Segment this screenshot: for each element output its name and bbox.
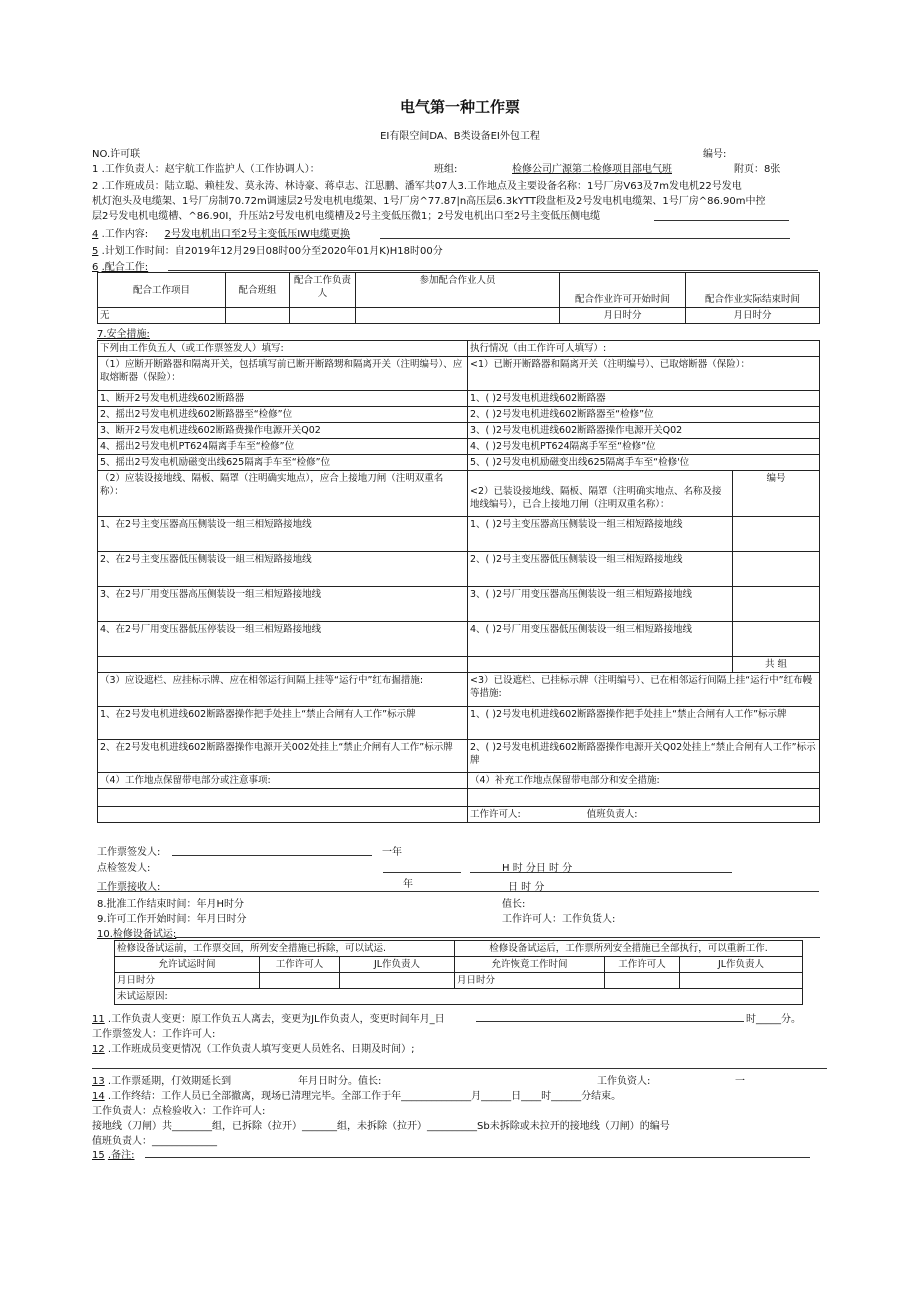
s2-item-right: 2、( )2号主变压器低压侧装设一组三相短路接地线 (468, 552, 733, 587)
table-row (98, 740, 820, 773)
work-content: 2号发电机出口至2号主变低压IW电缆更换 (164, 229, 351, 240)
time-row-1: H 时 分日 时 分 (502, 863, 573, 874)
s2-number-cell (733, 622, 820, 657)
s1-row (98, 357, 820, 391)
line9-right: 工作许可人：工作负货人: (502, 914, 616, 925)
line2-row1 (92, 177, 742, 192)
line4-label: .工作内容: (101, 229, 149, 240)
underline (172, 855, 372, 856)
safety-left-header: 下列由工作负五人（或工作票签发人）填写: (98, 341, 468, 357)
line10: 10.检修设备试运: (97, 929, 177, 940)
underline (380, 238, 790, 239)
s1-item-right: 2、( )2号发电机进线602断路器至“检修”位 (468, 407, 820, 423)
s1-item-right: 3、( )2号发电机进线602断路器操作电源开关Q02 (468, 423, 820, 439)
table-row (98, 622, 820, 657)
line15 (92, 1146, 134, 1161)
trial-col-leader: JL作负责人 (680, 957, 803, 973)
trial-col-permit: 工作许可人 (605, 957, 680, 973)
trial-head-row (115, 941, 803, 957)
coop-cell-team (226, 308, 290, 324)
line1-num: 1 (92, 164, 99, 175)
safety-header-row (98, 341, 820, 357)
table-row (98, 517, 820, 552)
safety-table (97, 340, 820, 823)
underline (383, 872, 461, 873)
checker-label: 点检签发人: (97, 863, 151, 874)
underline (175, 937, 820, 938)
line12-num: 12 (92, 1044, 105, 1055)
s4-left: （4）工作地点保留带电部分或注意事项: (98, 773, 468, 789)
s3-right: <3）已设遮栏、已挂标示牌（注明编号）、已在相邻运行间隔上挂“运行中”红布幔等措施: (468, 673, 820, 707)
trial-col-time: 允许试运时间 (115, 957, 260, 973)
s4-sign-row (98, 807, 820, 823)
line8: 8.批准工作结束时间：年月H时分 (97, 899, 245, 910)
coop-col-team: 配合班组 (226, 273, 290, 308)
empty-cell (98, 807, 468, 823)
trial-right-head: 检修设备试运后，工作票所列安全措施已全部执行，可以重新工作. (455, 941, 803, 957)
s2-item-left: 4、在2号厂用变压器低压停装设一组三相短路接地线 (98, 622, 468, 657)
underline (168, 270, 818, 271)
trial-left-head: 检修设备试运前，工作票交回，所列安全措施已拆除，可以试运. (115, 941, 455, 957)
s2-number-cell (733, 552, 820, 587)
empty-cell (468, 789, 820, 807)
s3-item-right: 2、( )2号发电机进线602断路器操作电源开关Q02处挂上“禁止合闸有人工作”标示牌 (468, 740, 820, 773)
line13-right: 工作负资人: (597, 1076, 651, 1087)
line11-tail: 时_____分。 (746, 1014, 801, 1025)
s2-row (98, 471, 820, 517)
empty-cell (260, 973, 340, 989)
duty-sign-label: 值班负责人: (586, 809, 638, 820)
attached-pages: 附页：8张 (734, 164, 781, 175)
s1-item-right: 5、( )2号发电机励磁变出线625隔离手车至“检修'位 (468, 455, 820, 471)
s3-item-right: 1、( )2号发电机进线602断路器操作把手处挂上“禁止合闸有人工作”标示牌 (468, 707, 820, 740)
s2-item-right: 4、( )2号厂用变压器低压侧装设一组三相短路接地线 (468, 622, 733, 657)
table-row (98, 308, 820, 324)
line6-num: 6 (92, 262, 99, 273)
s1-item-left: 4、摇出2号发电机PT624隔离手车至“检修”位 (98, 439, 468, 455)
line14-signers: 工作负责人：点检验收入：工作许可人: (92, 1106, 266, 1117)
line14-ground: 接地线（刀闸）共________组，已拆除（拉开）_______组，未拆除（拉开）__________Sb未拆除或未拉开的接地线（刀闸）的编号 (92, 1121, 670, 1132)
line6 (92, 258, 148, 273)
s1-item-right: 4、( )2号发电机PT624隔离手军至“检修”位 (468, 439, 820, 455)
coop-col-leader: 配合工作负责人 (290, 273, 356, 308)
year-label-1: 一年 (382, 847, 402, 858)
table-row (98, 423, 820, 439)
line14-duty: 值班负责人：_____________ (92, 1136, 217, 1147)
trial-time-right: 月日时分 (455, 973, 605, 989)
coop-cell-end: 月日时分 (686, 308, 820, 324)
underline (476, 1021, 744, 1022)
page-subtitle: EI有限空间DA、B类设备EI外包工程 (380, 131, 540, 142)
s2-number-cell (733, 517, 820, 552)
serial-number-label: 编号: (703, 149, 727, 160)
line4-num: 4 (92, 229, 99, 240)
line15-num: 15 (92, 1150, 105, 1161)
line14-text: .工作终结：工作人员已全部撤离，现场已清理完毕。全部工作于年______________月______日____时______分结束。 (107, 1091, 622, 1102)
s1-item-left: 2、摇出2号发电机进线602断路器至“检修”位 (98, 407, 468, 423)
line1-text: .工作负责人：赵宇航工作监护人（工作协调人）： (101, 164, 320, 175)
s1-item-left: 5、摇出2号发电机励磁变出线625隔离手车至“检修”位 (98, 455, 468, 471)
line13-text: .工作票延期，仃效期延长到 (107, 1076, 232, 1087)
line2-row3: 层2号发电机电缆槽、^86.90I，升压站2号发电机电缆槽及2号主变低压微1；2号发电机出口至2号主变低压侧电缆 (92, 211, 601, 222)
s2-item-right: 3、( )2号厂用变压器高压侧装设一组三相短路接地线 (468, 587, 733, 622)
line12 (92, 1040, 414, 1055)
coop-header-row (98, 273, 820, 308)
issuer-label: 工作票签发人: (97, 847, 161, 858)
line11 (92, 1010, 445, 1025)
s3-item-left: 2、在2号发电机进线602断路器操作电源开关002处挂上“禁止介闸有人工作”标示牌 (98, 740, 468, 773)
coop-cell-start: 月日时分 (560, 308, 686, 324)
line11-signers: 工作票签发人：工作许可人: (92, 1029, 216, 1040)
trial-table (114, 940, 803, 1005)
s3-item-left: 1、在2号发电机进线602断路器操作把手处挂上“禁止合闸有人工作”标示牌 (98, 707, 468, 740)
s2-total: 共 组 (733, 657, 820, 673)
trial-col-permit: 工作许可人 (260, 957, 340, 973)
line13-num: 13 (92, 1076, 105, 1087)
line11-num: 11 (92, 1014, 105, 1025)
line11-text: .工作负责人变更：原工作负五人离去，变更为JL作负责人，变更时间年月_日 (107, 1014, 445, 1025)
s2-right: <2）已装设接地线、隔板、隔罩（注明确实地点、名称及接地线编号），已合上接地刀闸（注明双重名称）： (468, 471, 733, 517)
line13-mid: 年月日时分。值长: (298, 1076, 382, 1087)
divider (92, 1068, 827, 1069)
empty-cell (680, 973, 803, 989)
s2-total-row (98, 657, 820, 673)
table-row (98, 552, 820, 587)
s4-signatures (468, 807, 820, 823)
line2-row2: 机灯泡头及电缆架、1号厂房制70.72m调速层2号发电机电缆架、1号厂房^77.87|n高压层6.3kYTT段盘柜及2号发电机电缆架、1号厂房^86.90m中控 (92, 196, 766, 207)
s2-item-left: 1、在2号主变压器高压侧装设一组三相短路接地线 (98, 517, 468, 552)
permit-sign-label: 工作许可人: (470, 809, 521, 820)
coop-cell-leader (290, 308, 356, 324)
table-row (98, 407, 820, 423)
s1-item-left: 1、断开2号发电机进线602断路器 (98, 391, 468, 407)
empty-cell (468, 657, 733, 673)
coop-cell-members (356, 308, 560, 324)
s2-item-left: 2、在2号主变压器低压侧装设一組三相短路接地线 (98, 552, 468, 587)
empty-cell (605, 973, 680, 989)
s1-item-right: 1、( )2号发电机进线602断路器 (468, 391, 820, 407)
empty-cell (340, 973, 455, 989)
safety-measures-label: 7.安全措施: (97, 329, 150, 340)
line8-right: 值长: (502, 899, 526, 910)
line13 (92, 1072, 231, 1087)
underline (470, 872, 732, 873)
line2-text1: .工作班成员：陆立聪、赖桂发、莫永涛、林诗豪、蒋卓志、江思鹏、潘军共07人3.工作地点及主要设备名称：1号厂房V63及7m发电机22号发电 (101, 181, 742, 192)
coop-col-item: 配合工作项目 (98, 273, 226, 308)
underline (654, 220, 789, 221)
table-row (115, 973, 803, 989)
line5 (92, 242, 443, 257)
trial-cols-row (115, 957, 803, 973)
s2-item-left: 3、在2号厂用变压器高压侧装设一组三相短路接地线 (98, 587, 468, 622)
line14 (92, 1087, 621, 1102)
coop-col-start: 配合作业许可开始时间 (560, 273, 686, 308)
s4-row (98, 773, 820, 789)
s1-left: （1）应断开断路器和隔离开关，包括填写前已断开断路甥和隔离开关（注明编号）、应取熔断器（保险）： (98, 357, 468, 391)
empty-cell (98, 657, 468, 673)
table-row (98, 439, 820, 455)
line6-label: .配合工作: (101, 262, 149, 273)
coop-col-end: 配合作业实际结束时间 (686, 273, 820, 308)
s4-right: （4）补充工作地点保留带电部分和安全措施: (468, 773, 820, 789)
planned-time: .计划工作时间：自2019年12月29日08时00分至2020年01月K)H18时00分 (101, 246, 443, 257)
table-row (98, 391, 820, 407)
trial-reason: 未试运原因: (115, 989, 803, 1005)
line2-num: 2 (92, 181, 99, 192)
safety-right-header: 执行情况（由工作许可人填写）: (468, 341, 820, 357)
table-row (98, 707, 820, 740)
trial-col-resume-time: 允许恢竟工作时间 (455, 957, 605, 973)
line1 (92, 160, 320, 175)
coop-cell-item: 无 (98, 308, 226, 324)
line4 (92, 225, 350, 240)
s1-item-left: 3、断开2号发电机进线602断路费操作电源开关Q02 (98, 423, 468, 439)
line9: 9.许可工作开始时间：年月曰时分 (97, 914, 247, 925)
coop-col-members: 参加配合作业人员 (356, 273, 560, 308)
line15-text: .备注: (107, 1150, 135, 1161)
s3-left: （3）应设遮栏、应挂标示牌、应在相邻运行间隔上挂等“运行中”红布掘措施: (98, 673, 468, 707)
table-row (115, 989, 803, 1005)
line12-text: .工作班成员变更情况（工作负责人填写变更人员姓名、日期及时间）; (107, 1044, 415, 1055)
s2-left: （2）应装设接地线、隔板、隔罩（注明确实地点），应合上接地刀闸（注明双重名称）： (98, 471, 468, 517)
line5-num: 5 (92, 246, 99, 257)
underline (145, 1157, 810, 1158)
divider (97, 891, 819, 892)
team-label: 班组: (434, 164, 458, 175)
s4-blank-row (98, 789, 820, 807)
year-label-2: 年 (403, 879, 413, 890)
time-row-2: 日 时 分 (508, 882, 545, 893)
line13-dash: 一 (735, 1076, 745, 1087)
s2-item-right: 1、( )2号主变压器高压侧装设一组三相短路接地线 (468, 517, 733, 552)
trial-col-leader: JL作负责人 (340, 957, 455, 973)
page-title: 电气第一种工作票 (399, 98, 520, 116)
trial-time-left: 月日时分 (115, 973, 260, 989)
s1-right: <1）已断开断路器和隔离开关（注明编号）、已取熔断器（保险）： (468, 357, 820, 391)
s2-number-header: 编号 (733, 471, 820, 517)
table-row (98, 455, 820, 471)
line14-num: 14 (92, 1091, 105, 1102)
empty-cell (98, 789, 468, 807)
table-row (98, 587, 820, 622)
ticket-number-label: NO.许可联 (92, 149, 141, 160)
receiver-label: 工作票接收人: (97, 882, 161, 893)
s2-number-cell (733, 587, 820, 622)
s3-row (98, 673, 820, 707)
team-value: 检修公司广源第二检修项目部电气班 (512, 164, 672, 175)
coop-table (97, 272, 820, 324)
